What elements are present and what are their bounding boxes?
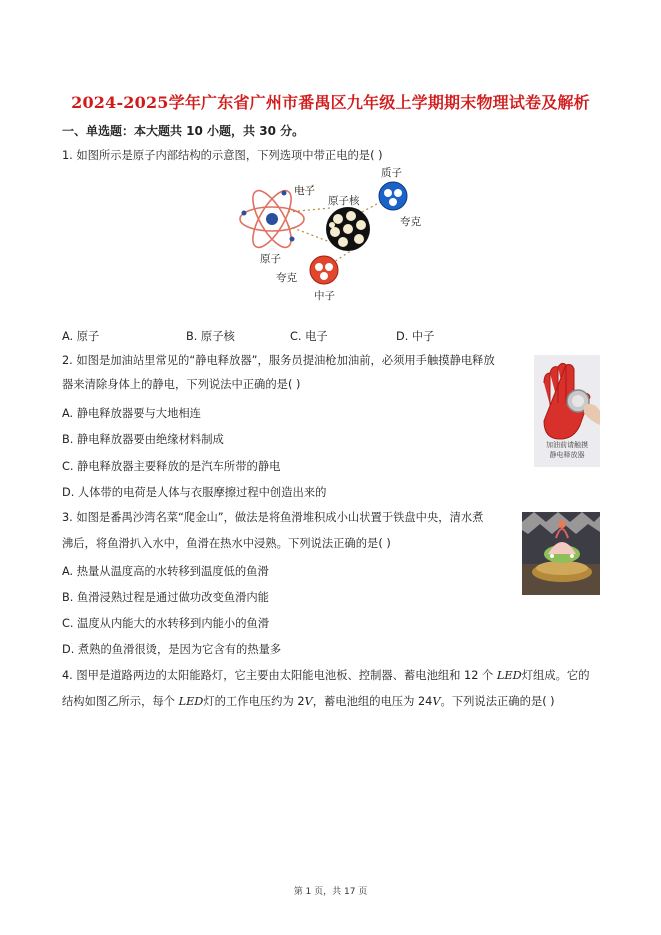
label-atom: 原子 [260, 253, 281, 265]
q4-line2-part-c: ，蓄电池组的电压为 24 [312, 695, 433, 708]
fish-dish-photo [522, 512, 600, 595]
q1-option-d[interactable]: D. 中子 [396, 330, 435, 343]
q2-option-b[interactable]: B. 静电释放器要由绝缘材料制成 [62, 433, 224, 446]
q3-option-a[interactable]: A. 热量从温度高的水转移到温度低的鱼滑 [62, 565, 269, 578]
label-quark-bottom: 夸克 [276, 272, 297, 284]
neutron-icon [310, 256, 338, 284]
q2-option-d[interactable]: D. 人体带的电荷是人体与衣服摩擦过程中创造出来的 [62, 486, 327, 499]
label-neutron: 中子 [314, 290, 335, 302]
photo-caption-2: 静电释放器 [549, 451, 585, 459]
question-4-line-1 [62, 665, 622, 687]
q1-option-a[interactable]: A. 原子 [62, 330, 100, 343]
question-3-line-2: 沸后，将鱼滑扒入水中，鱼滑在热水中浸熟。下列说法正确的是( ) [62, 537, 391, 550]
q4-line2-part-a: 结构如图乙所示，每个 [62, 695, 179, 708]
atom-structure-diagram [230, 162, 440, 304]
photo-caption-1: 加油前请触摸 [546, 441, 588, 449]
q4-line1-part-a: 4. 图甲是道路两边的太阳能路灯，它主要由太阳能电池板、控制器、蓄电池组和 12 个 [62, 669, 497, 682]
q2-option-a[interactable]: A. 静电释放器要与大地相连 [62, 407, 201, 420]
q3-option-c[interactable]: C. 温度从内能大的水转移到内能小的鱼滑 [62, 617, 270, 630]
q3-option-d[interactable]: D. 煮熟的鱼滑很烫，是因为它含有的热量多 [62, 643, 282, 656]
proton-icon [379, 182, 407, 210]
question-1-options [62, 328, 482, 344]
q4-led-term: LED [496, 669, 522, 682]
document-title: 2024-2025学年广东省广州市番禺区九年级上学期期末物理试卷及解析 [71, 93, 590, 112]
question-2-line-1: 2. 如图是加油站里常见的“静电释放器”，服务员提油枪加油前，必须用手触摸静电释放 [62, 354, 495, 367]
question-4-line-2 [62, 691, 622, 713]
static-discharger-photo [534, 355, 600, 467]
q4-line1-part-b: 灯组成。它的 [521, 669, 590, 682]
question-2-line-2: 器来清除身体上的静电，下列说法中正确的是( ) [62, 378, 301, 391]
label-proton: 质子 [381, 167, 402, 179]
label-electron: 电子 [294, 185, 315, 197]
question-3-line-1: 3. 如图是番禺沙湾名菜“爬金山”，做法是将鱼滑堆积成小山状置于铁盘中央，清水煮 [62, 511, 484, 524]
q4-led-term-2: LED [178, 695, 204, 708]
section-heading: 一、单选题：本大题共 10 小题，共 30 分。 [62, 124, 305, 138]
q4-volt-unit-2: V [432, 695, 441, 708]
q3-option-b[interactable]: B. 鱼滑浸熟过程是通过做功改变鱼滑内能 [62, 591, 269, 604]
q1-option-c[interactable]: C. 电子 [290, 330, 328, 343]
label-nucleus: 原子核 [328, 195, 360, 207]
page-footer: 第 1 页，共 17 页 [293, 887, 368, 897]
food-icon [522, 512, 600, 595]
q2-option-c[interactable]: C. 静电释放器主要释放的是汽车所带的静电 [62, 460, 281, 473]
question-1-stem: 1. 如图所示是原子内部结构的示意图，下列选项中带正电的是( ) [62, 149, 383, 162]
q4-line2-part-b: 灯的工作电压约为 2 [203, 695, 305, 708]
q1-option-b[interactable]: B. 原子核 [186, 330, 235, 343]
q4-volt-unit-1: V [304, 695, 313, 708]
q4-line2-part-d: 。下列说法正确的是( ) [440, 695, 555, 708]
nucleus-icon [326, 207, 370, 251]
label-quark-top: 夸克 [400, 216, 421, 228]
